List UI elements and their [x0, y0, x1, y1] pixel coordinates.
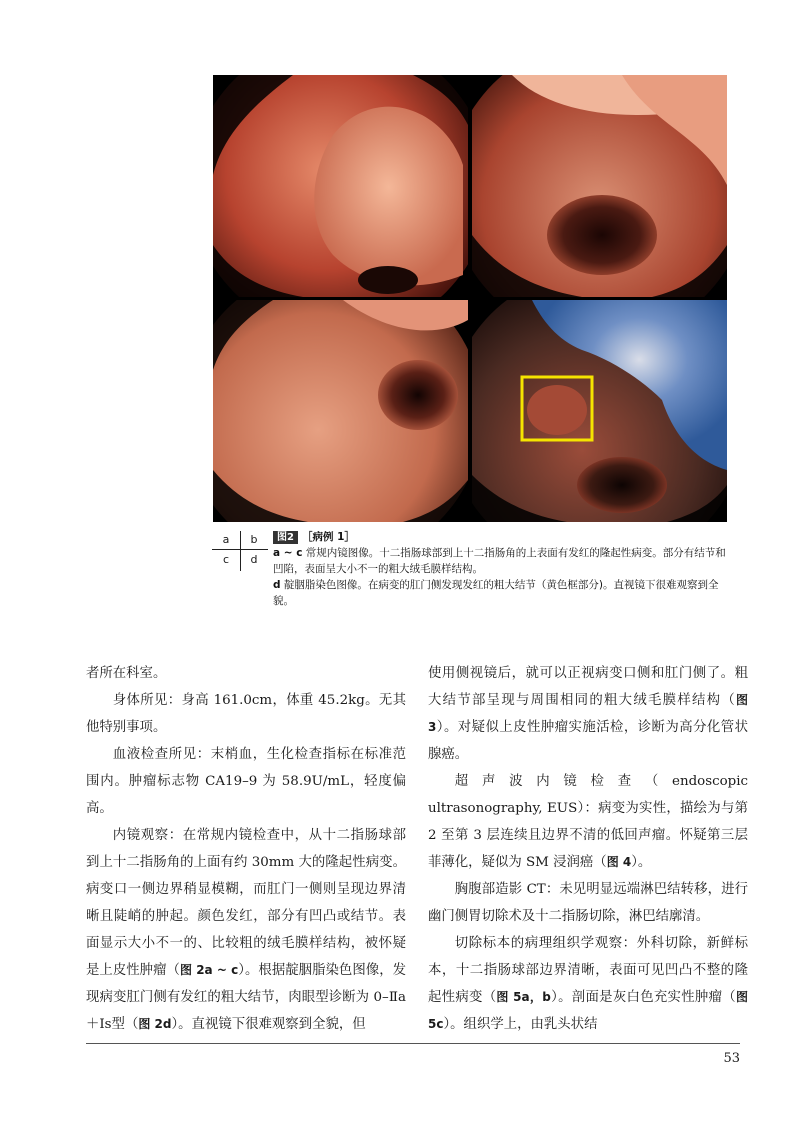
pathology-text-3: ）。组织学上，由乳头状结 — [443, 1017, 598, 1032]
endoscopy-image-b — [472, 75, 727, 297]
body-column-right — [428, 660, 748, 1038]
eus-text-1: 超声波内镜检查（endoscopic ultrasonography, EUS）：病变为实性，描绘为与第 2 至第 3 层连续且边界不清的低回声瘤。怀疑第三层菲薄化，疑似为 SM 浸润癌（ — [428, 774, 748, 870]
endoscopy-image-a — [213, 75, 468, 297]
page-number: 53 — [723, 1051, 740, 1066]
grid-key-divider-v — [240, 531, 241, 571]
figure-ref-2d[interactable]: 图 2d — [138, 1017, 172, 1031]
case-tag: ［病例 1］ — [301, 531, 355, 543]
caption-key-abc: a ~ c — [273, 547, 303, 559]
endoscopy-text-2: ）。根据靛胭脂染色图像，发现病变肛门侧有发红的粗大结节，肉眼型诊断为 0–Ⅱa＋Ⅰs型（ — [86, 963, 407, 1032]
paragraph-endoscopy — [86, 822, 406, 1038]
figure-ref-5c[interactable]: 图 5c — [428, 990, 748, 1031]
caption-key-d: d — [273, 579, 281, 591]
endoscopy-image-c — [213, 300, 468, 522]
grid-key-b: b — [250, 533, 258, 546]
side-view-text-2: ）。对疑似上皮性肿瘤实施活检，诊断为高分化管状腺癌。 — [428, 720, 748, 762]
endoscopy-panel-b — [472, 75, 727, 297]
figure-ref-5ab[interactable]: 图 5a，b — [496, 990, 551, 1004]
endoscopy-panel-a — [213, 75, 468, 297]
endoscopy-text-3: ）。直视镜下很难观察到全貌，但 — [171, 1017, 366, 1032]
paragraph-pathology — [428, 930, 748, 1038]
side-view-text-1: 使用侧视镜后，就可以正视病变口侧和肛门侧了。粗大结节部呈现与周围相同的粗大绒毛膜样结构（ — [428, 666, 748, 708]
figure-caption — [273, 529, 733, 609]
endoscopy-image-d — [472, 300, 727, 522]
footer-rule — [86, 1043, 740, 1044]
paragraph-eus — [428, 768, 748, 876]
paragraph-side-view — [428, 660, 748, 768]
endoscopy-figure — [213, 75, 727, 522]
caption-line-d — [273, 577, 733, 609]
paragraph-blood-test: 血液检查所见：末梢血，生化检查指标在标准范围内。肿瘤标志物 CA19–9 为 58.9U/mL，轻度偏高。 — [86, 747, 406, 816]
body-column-left — [86, 660, 406, 1038]
pathology-text-1: 切除标本的病理组织学观察：外科切除，新鲜标本，十二指肠球部边界清晰，表面可见凹凸不整的隆起性病变（ — [428, 936, 748, 1005]
endoscopy-panel-c — [213, 300, 468, 522]
eus-text-2: ）。 — [631, 855, 652, 870]
figure-ref-3[interactable]: 图 3 — [428, 693, 748, 734]
panel-grid-key — [212, 531, 268, 571]
caption-header — [273, 529, 733, 545]
figure-ref-4[interactable]: 图 4 — [606, 855, 632, 869]
grid-key-a: a — [222, 533, 230, 546]
caption-text-abc: 常规内镜图像。十二指肠球部到上十二指肠角的上表面有发红的隆起性病变。部分有结节和凹陷，表面呈大小不一的粗大绒毛膜样结构。 — [273, 547, 726, 575]
figure-tag: 图2 — [273, 531, 298, 544]
endoscopy-text-1: 内镜观察：在常规内镜检查中，从十二指肠球部到上十二指肠角的上面有约 30mm 大的隆起性病变。病变口一侧边界稍显模糊，而肛门一侧则呈现边界清晰且陡峭的肿起。颜色发红，部分有凹凸或结节。表面显示大小不一的、比较粗的绒毛膜样结构，被怀疑是上皮性肿瘤（ — [86, 828, 406, 978]
grid-key-c: c — [222, 553, 230, 566]
paragraph-continuation: 者所在科室。 — [86, 666, 167, 681]
pathology-text-2: ）。剖面是灰白色充实性肿瘤（ — [550, 990, 736, 1005]
paragraph-ct: 胸腹部造影 CT：未见明显远端淋巴结转移，进行幽门侧胃切除术及十二指肠切除，淋巴结廓清。 — [428, 882, 748, 924]
figure-ref-2a-c[interactable]: 图 2a ~ c — [179, 963, 239, 977]
caption-line-abc — [273, 545, 733, 577]
grid-key-d: d — [250, 553, 258, 566]
caption-text-d: 靛胭脂染色图像。在病变的肛门侧发现发红的粗大结节（黄色框部分)。直视镜下很难观察到全貌。 — [273, 579, 719, 607]
endoscopy-panel-d — [472, 300, 727, 522]
paragraph-physical-findings: 身体所见：身高 161.0cm，体重 45.2kg。无其他特别事项。 — [86, 693, 406, 735]
